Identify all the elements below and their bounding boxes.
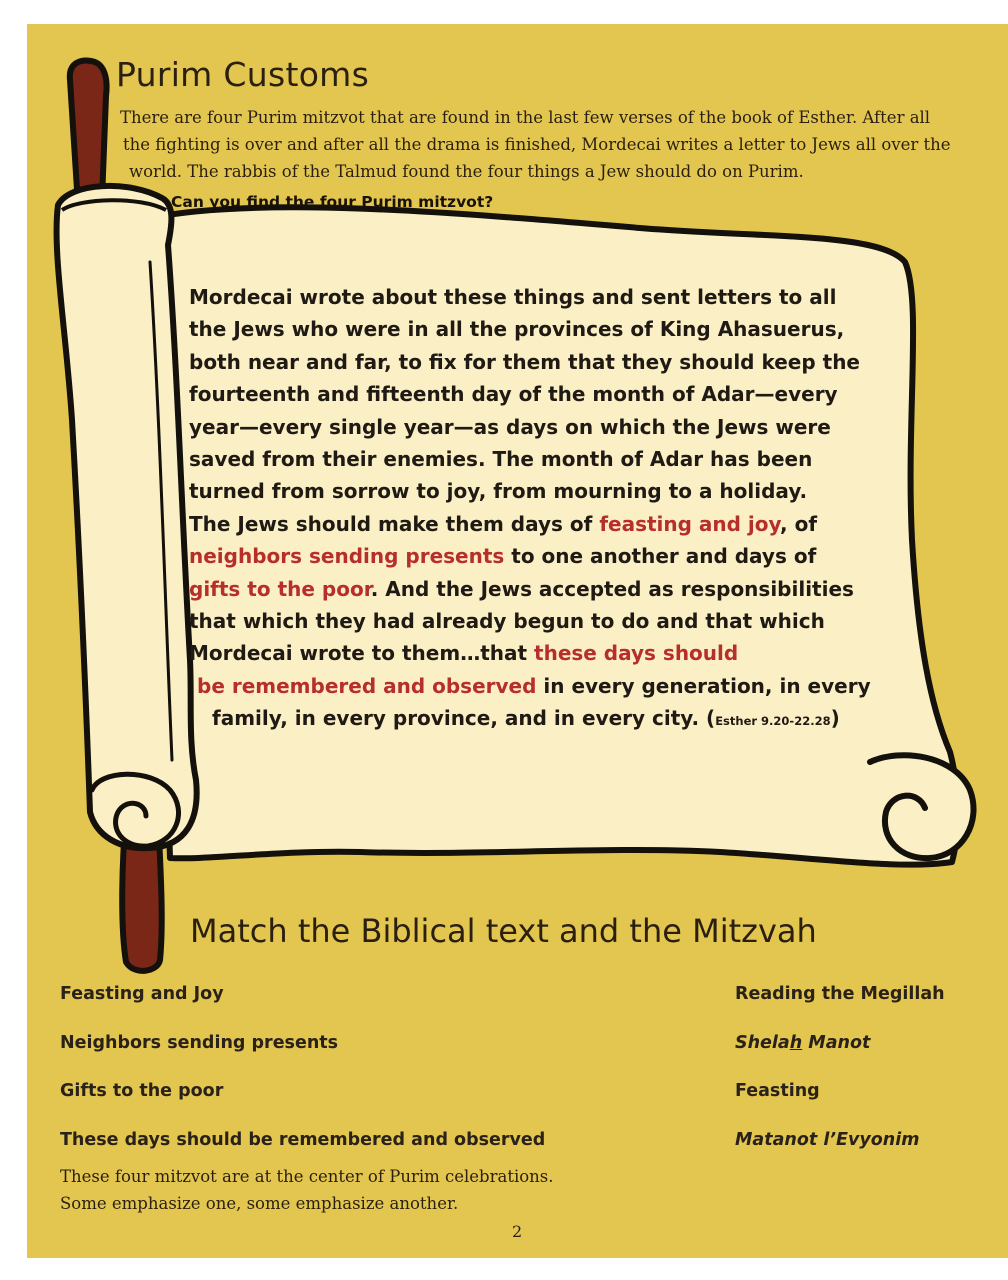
match-left-item[interactable]: These days should be remembered and observed <box>60 1129 546 1150</box>
highlight-these-days-should: these days should <box>534 641 739 666</box>
match-right-item[interactable]: Feasting <box>735 1081 820 1102</box>
verse-line: both near and far, to fix for them that they should keep the <box>189 349 860 374</box>
page-title: Purim Customs <box>116 55 370 94</box>
verse-fragment: family, in every province, and in every city. <box>212 706 707 731</box>
verse-line: Mordecai wrote about these things and sent letters to all <box>189 285 837 309</box>
match-section-title: Match the Biblical text and the Mitzvah <box>190 912 817 950</box>
intro-line: the fighting is over and after all the drama is finished, Mordecai writes a letter to Jews all over the <box>123 135 951 154</box>
question-prompt: Can you find the four Purim mitzvot? <box>171 193 494 211</box>
footer-line: These four mitzvot are at the center of Purim celebrations. <box>60 1167 554 1186</box>
verse-fragment: The Jews should make them days of <box>189 511 600 536</box>
verse-line <box>189 670 909 702</box>
match-right-item[interactable] <box>735 1033 945 1082</box>
verse-line <box>189 573 909 605</box>
verse-line <box>189 637 909 669</box>
highlight-gifts-to-the-poor: gifts to the poor <box>189 576 371 601</box>
verse-fragment: ) <box>830 706 840 731</box>
verse-line: the Jews who were in all the provinces of King Ahasuerus, <box>189 317 845 342</box>
mitzvah-column <box>735 984 945 1178</box>
footer-note <box>60 1163 554 1217</box>
footer-line: Some emphasize one, some emphasize another. <box>60 1194 459 1213</box>
highlight-remembered-and-observed: be remembered and observed <box>197 673 537 698</box>
highlight-feasting-and-joy: feasting and joy <box>599 511 781 536</box>
mitzvah-fragment-underlined: h <box>789 1032 803 1053</box>
verse-line <box>189 540 909 572</box>
mitzvah-fragment: Manot <box>802 1032 871 1053</box>
verse-fragment: Mordecai wrote to them…that <box>189 641 535 666</box>
page-number: 2 <box>512 1222 523 1241</box>
verse-fragment: , of <box>780 511 818 536</box>
match-right-item[interactable]: Matanot l’Evyonim <box>735 1129 920 1150</box>
verse-line: turned from sorrow to joy, from mourning to a holiday. <box>189 479 808 504</box>
highlight-neighbors-sending-presents: neighbors sending presents <box>189 544 505 569</box>
verse-fragment: in every generation, in every <box>536 673 871 698</box>
verse-citation: Esther 9.20-22.28 <box>715 714 831 729</box>
intro-paragraph <box>120 104 960 185</box>
intro-line: world. The rabbis of the Talmud found the four things a Jew should do on Purim. <box>129 162 804 181</box>
match-right-item[interactable]: Reading the Megillah <box>735 984 945 1004</box>
match-left-item[interactable]: Neighbors sending presents <box>60 1032 339 1053</box>
mitzvah-fragment: Shela <box>735 1032 790 1053</box>
esther-verse-text <box>189 281 909 738</box>
biblical-text-column <box>60 984 545 1178</box>
match-left-item[interactable]: Feasting and Joy <box>60 984 224 1004</box>
verse-fragment: . And the Jews accepted as responsibilities <box>370 576 854 601</box>
verse-line: year—every single year—as days on which the Jews were <box>189 414 831 439</box>
match-left-item[interactable]: Gifts to the poor <box>60 1081 224 1102</box>
verse-fragment: ( <box>706 706 716 731</box>
verse-line: saved from their enemies. The month of Adar has been <box>189 447 813 472</box>
verse-line <box>189 508 909 540</box>
verse-fragment: to one another and days of <box>504 544 817 569</box>
verse-line <box>189 702 909 737</box>
verse-line: fourteenth and fifteenth day of the month of Adar—every <box>189 382 838 407</box>
verse-line: that which they had already begun to do and that which <box>189 609 825 634</box>
intro-line: There are four Purim mitzvot that are found in the last few verses of the book of Esther. After all <box>120 108 931 127</box>
